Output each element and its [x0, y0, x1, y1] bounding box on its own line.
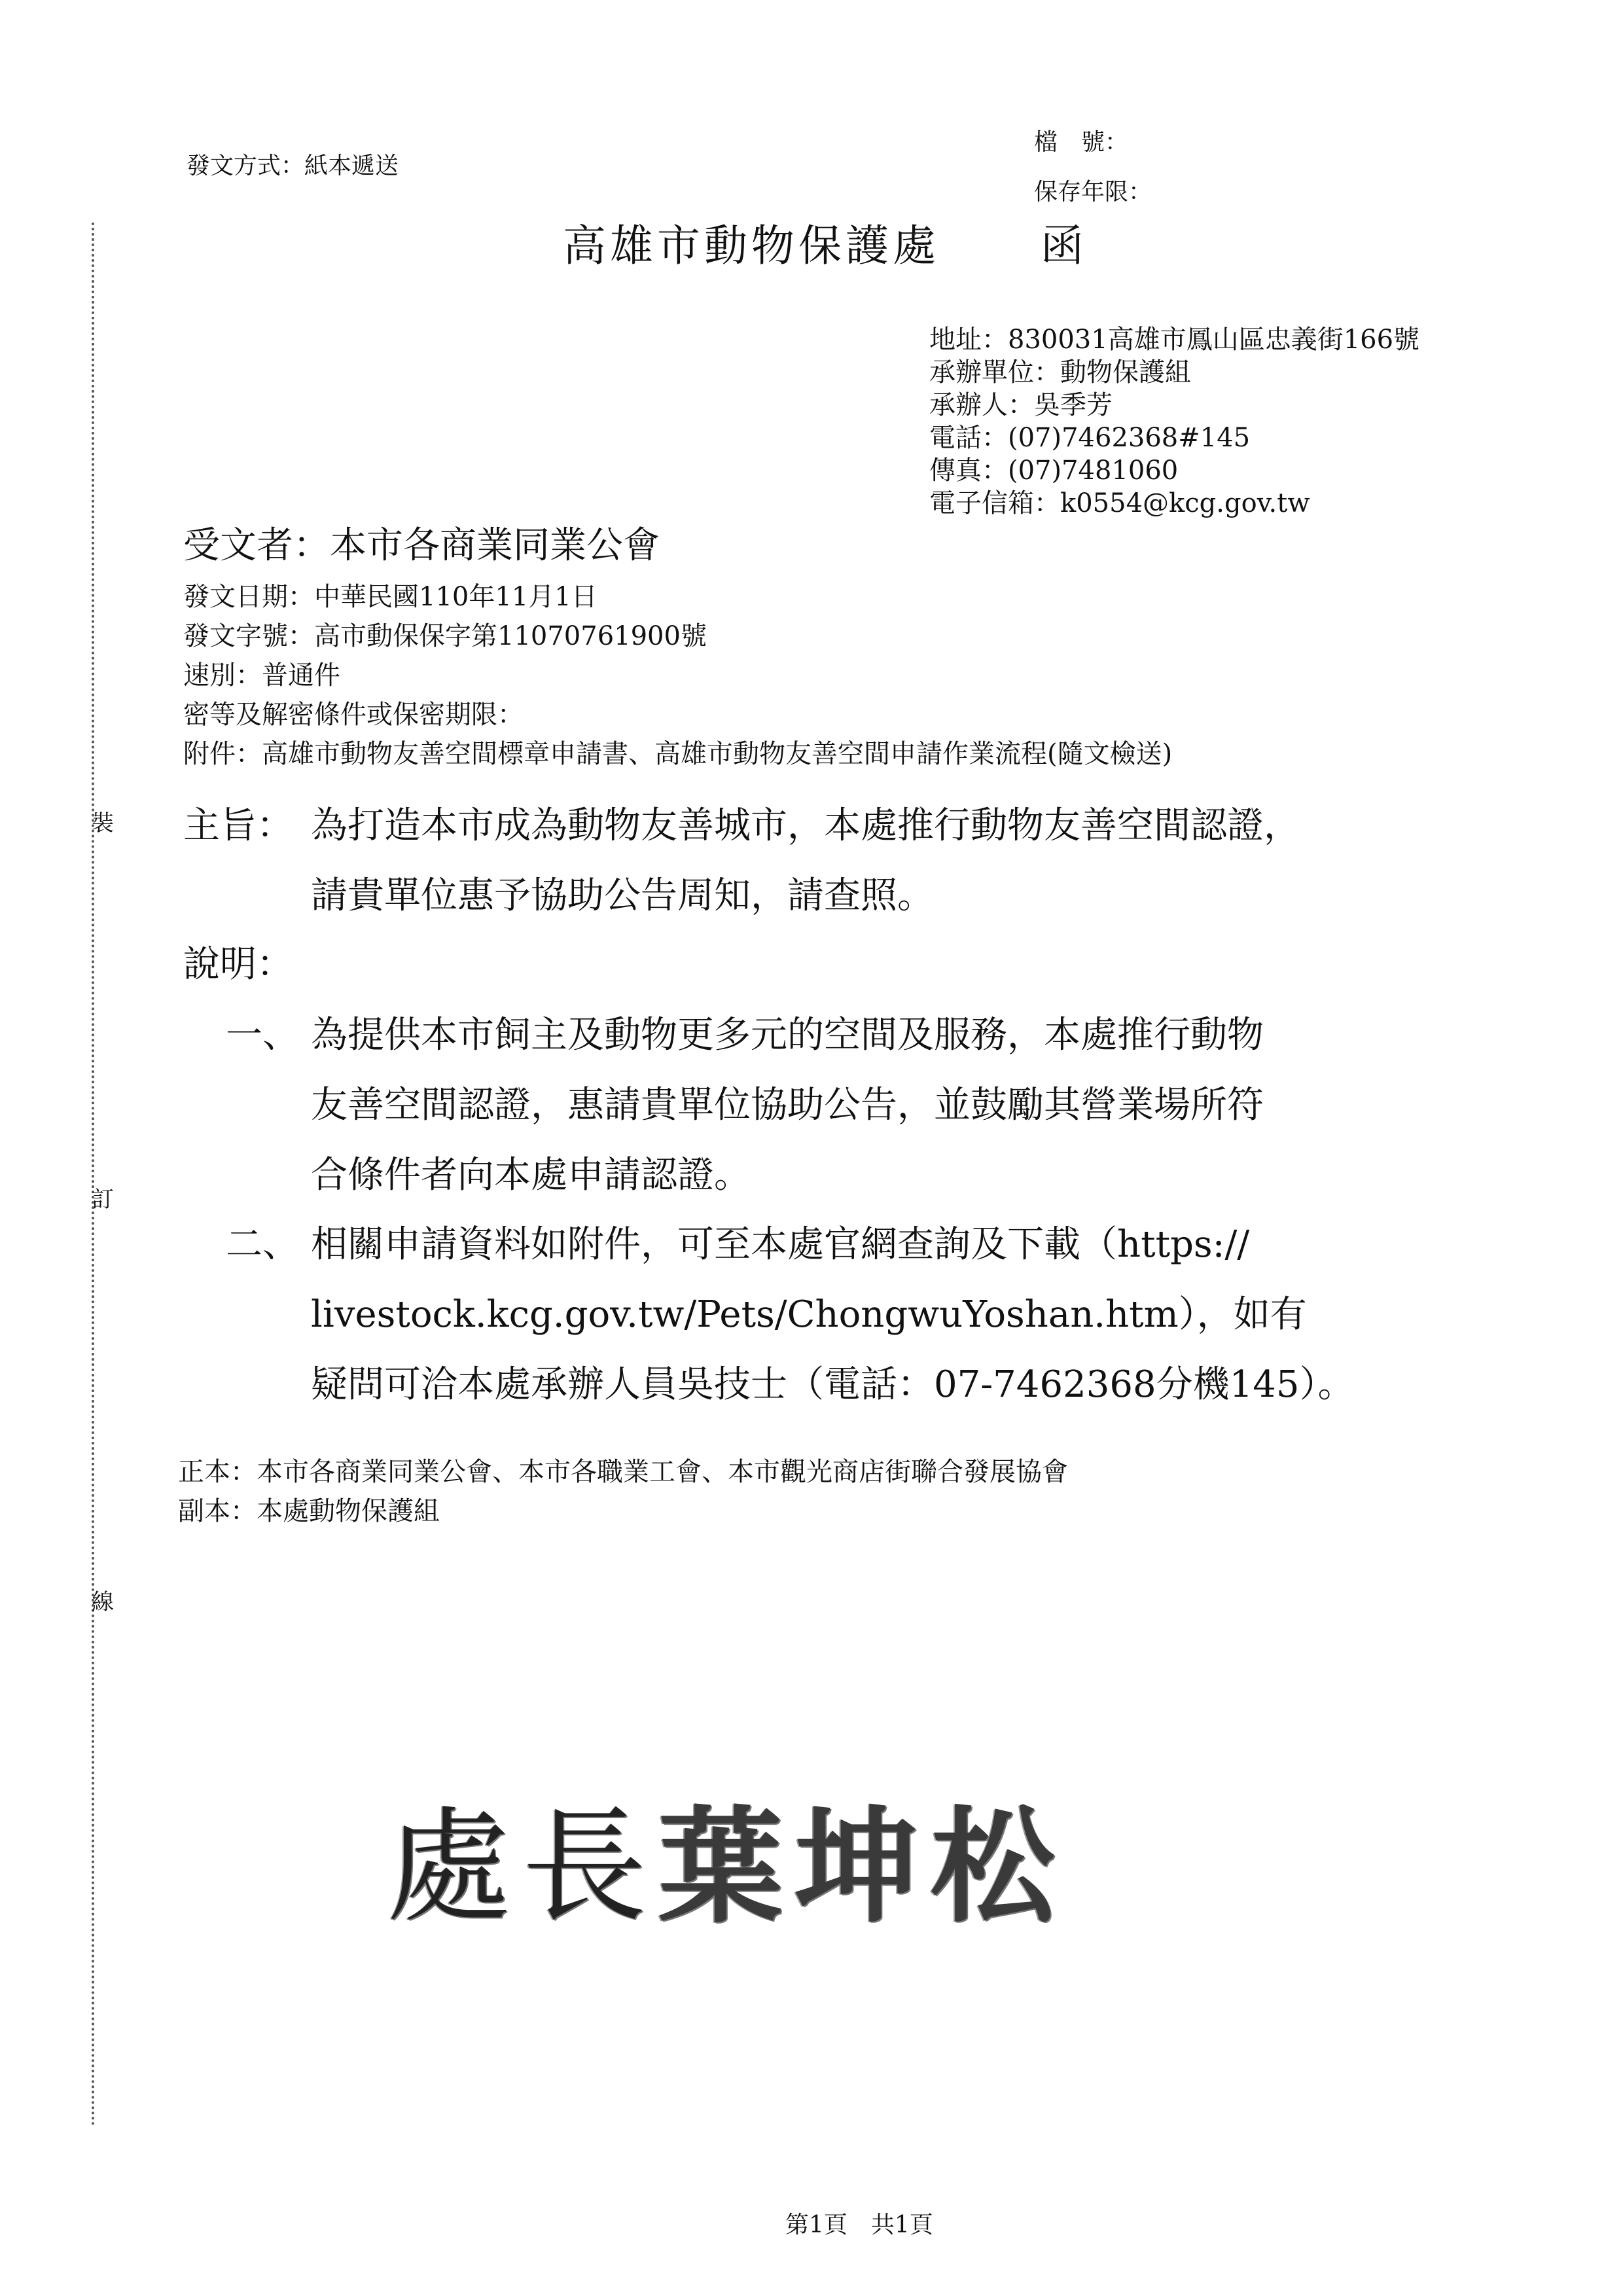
recipient: 受文者：本市各商業同業公會 [183, 524, 660, 567]
binding-mark-ding: 訂 [92, 1187, 114, 1213]
contact-fax: 傳真：(07)7481060 [929, 456, 1179, 486]
contact-handler: 承辦人：吳季芳 [929, 390, 1113, 420]
contact-address: 地址：830031高雄市鳳山區忠義街166號 [929, 325, 1420, 355]
signature-name: 葉坤松 [658, 1795, 1067, 1939]
secrecy-level: 密等及解密條件或保密期限： [183, 700, 524, 730]
signature-title: 處長 [386, 1795, 659, 1939]
delivery-method: 發文方式：紙本遞送 [187, 152, 399, 179]
document-title [563, 211, 1088, 273]
retention-label: 保存年限： [1034, 179, 1152, 206]
binding-mark-xian: 線 [92, 1589, 114, 1615]
subject-label: 主旨： [183, 804, 293, 847]
explanation-label: 說明： [183, 943, 293, 986]
subject-line-1: 為打造本市成為動物友善城市，本處推行動物友善空間認證， [311, 804, 1300, 847]
item-2-line-3: 疑問可洽本處承辦人員吳技士（電話：07-7462368分機145）。 [311, 1363, 1355, 1406]
binding-mark-zhuang: 裝 [92, 810, 114, 836]
original-recipients: 正本：本市各商業同業公會、本市各職業工會、本市觀光商店街聯合發展協會 [178, 1457, 1068, 1487]
copy-recipients: 副本：本處動物保護組 [178, 1496, 440, 1526]
director-signature [386, 1767, 1067, 1946]
item-2-number: 二、 [226, 1223, 299, 1266]
item-1-line-2: 友善空間認證，惠請貴單位協助公告，並鼓勵其營業場所符 [311, 1084, 1264, 1126]
document-number: 發文字號：高市動保保字第11070761900號 [183, 621, 707, 651]
contact-email: 電子信箱：k0554@kcg.gov.tw [929, 488, 1310, 518]
item-1-line-3: 合條件者向本處申請認證。 [311, 1154, 751, 1196]
contact-block [929, 324, 1419, 520]
page-number: 第1頁 共1頁 [785, 2212, 933, 2238]
item-1-line-1: 為提供本市飼主及動物更多元的空間及服務，本處推行動物 [311, 1014, 1264, 1056]
item-1-number: 一、 [226, 1014, 299, 1056]
speed-class: 速別：普通件 [183, 660, 340, 691]
attachments: 附件：高雄市動物友善空間標章申請書、高雄市動物友善空間申請作業流程(隨文檢送) [183, 739, 1173, 769]
issue-date: 發文日期：中華民國110年11月1日 [183, 582, 597, 612]
contact-phone: 電話：(07)7462368#145 [929, 423, 1251, 453]
binding-dotted-line [92, 223, 94, 2127]
file-number-label: 檔 號： [1034, 129, 1129, 156]
item-2-line-1: 相關申請資料如附件，可至本處官網查詢及下載（https:// [311, 1223, 1250, 1266]
item-2-line-2: livestock.kcg.gov.tw/Pets/ChongwuYoshan.htm），如有 [311, 1293, 1307, 1336]
agency-name: 高雄市動物保護處 [563, 221, 940, 271]
contact-unit: 承辦單位：動物保護組 [929, 357, 1191, 387]
subject-line-2: 請貴單位惠予協助公告周知，請查照。 [311, 874, 934, 917]
doc-type: 函 [1040, 221, 1088, 271]
